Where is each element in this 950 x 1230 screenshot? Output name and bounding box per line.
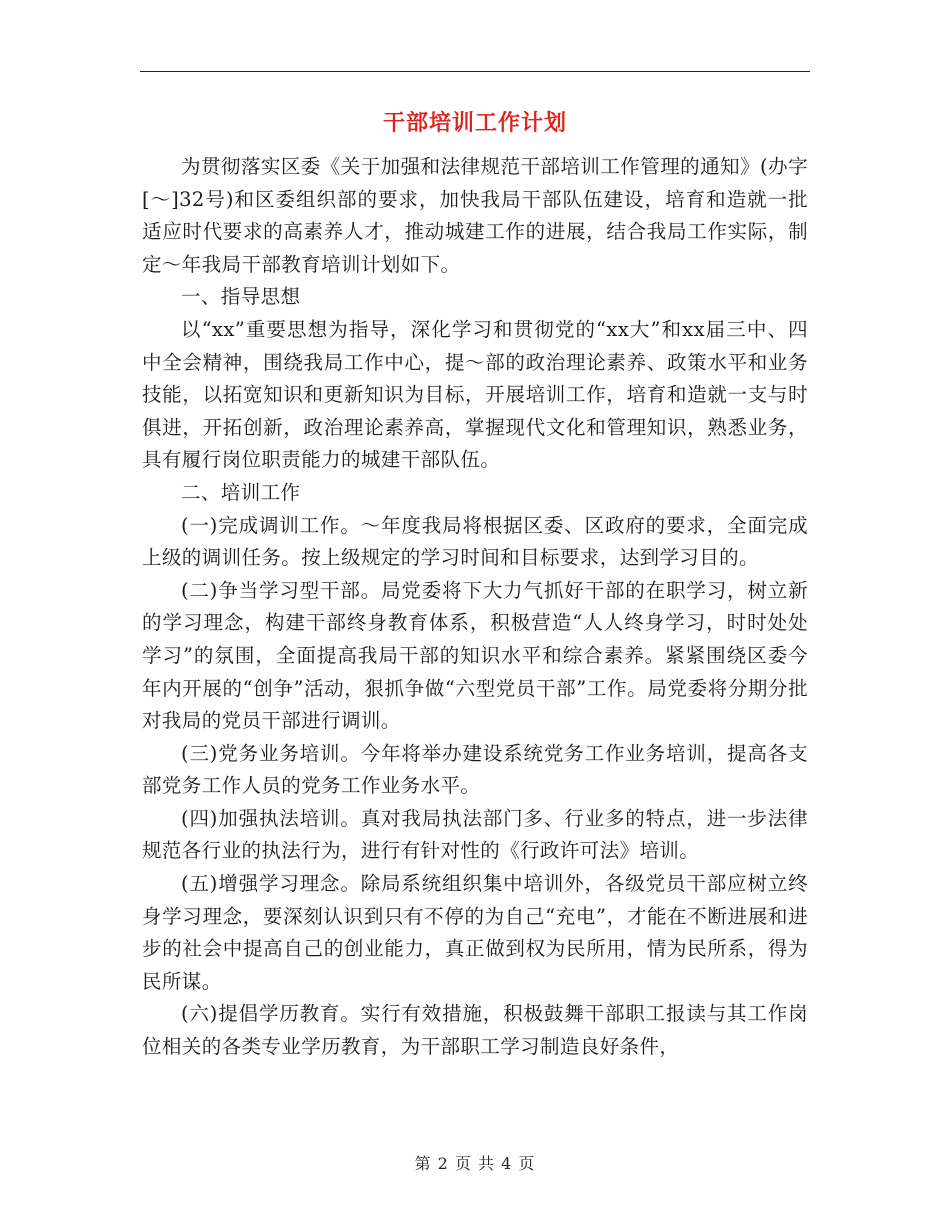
intro-paragraph: 为贯彻落实区委《关于加强和法律规范干部培训工作管理的通知》(办字[～]32号)和区委组织部的要求，加快我局干部队伍建设，培育和造就一批适应时代要求的高素养人才，推动城建工作的进展，结合我局工作实际，制定～年我局干部教育培训计划如下。 xyxy=(142,155,808,276)
document-body xyxy=(142,151,808,1064)
training-item-5: (五)增强学习理念。除局系统组织集中培训外，各级党员干部应树立终身学习理念，要深刻认识到只有不停的为自己“充电”，才能在不断进展和进步的社会中提高自己的创业能力，真正做到权为民所用，情为民所系，得为民所谋。 xyxy=(142,872,808,993)
training-item-4: (四)加强执法培训。真对我局执法部门多、行业多的特点，进一步法律规范各行业的执法行为，进行有针对性的《行政许可法》培训。 xyxy=(142,806,808,863)
training-item-1: (一)完成调训工作。～年度我局将根据区委、区政府的要求，全面完成上级的调训任务。按上级规定的学习时间和目标要求，达到学习目的。 xyxy=(142,513,808,570)
training-item-3: (三)党务业务培训。今年将举办建设系统党务工作业务培训，提高各支部党务工作人员的党务工作业务水平。 xyxy=(142,741,808,798)
page-number-footer: 第 2 页 共 4 页 xyxy=(414,1154,536,1173)
section-heading-guiding-ideology: 一、指导思想 xyxy=(181,285,301,309)
training-item-6: (六)提倡学历教育。实行有效措施，积极鼓舞干部职工报读与其工作岗位相关的各类专业学历教育，为干部职工学习制造良好条件， xyxy=(142,1002,808,1059)
header-rule xyxy=(140,71,810,72)
training-item-2: (二)争当学习型干部。局党委将下大力气抓好干部的在职学习，树立新的学习理念，构建干部终身教育体系，积极营造“人人终身学习，时时处处学习”的氛围，全面提高我局干部的知识水平和综合素养。紧紧围绕区委今年内开展的“创争”活动，狠抓争做“六型党员干部”工作。局党委将分期分批对我局的党员干部进行调训。 xyxy=(142,578,808,733)
guiding-ideology-paragraph: 以“xx”重要思想为指导，深化学习和贯彻党的“xx大”和xx届三中、四中全会精神，围绕我局工作中心，提～部的政治理论素养、政策水平和业务技能，以拓宽知识和更新知识为目标，开展培训工作，培育和造就一支与时俱进，开拓创新，政治理论素养高，掌握现代文化和管理知识，熟悉业务，具有履行岗位职责能力的城建干部队伍。 xyxy=(142,317,808,472)
section-heading-training-work: 二、培训工作 xyxy=(181,480,301,504)
document-title: 干部培训工作计划 xyxy=(382,110,567,136)
